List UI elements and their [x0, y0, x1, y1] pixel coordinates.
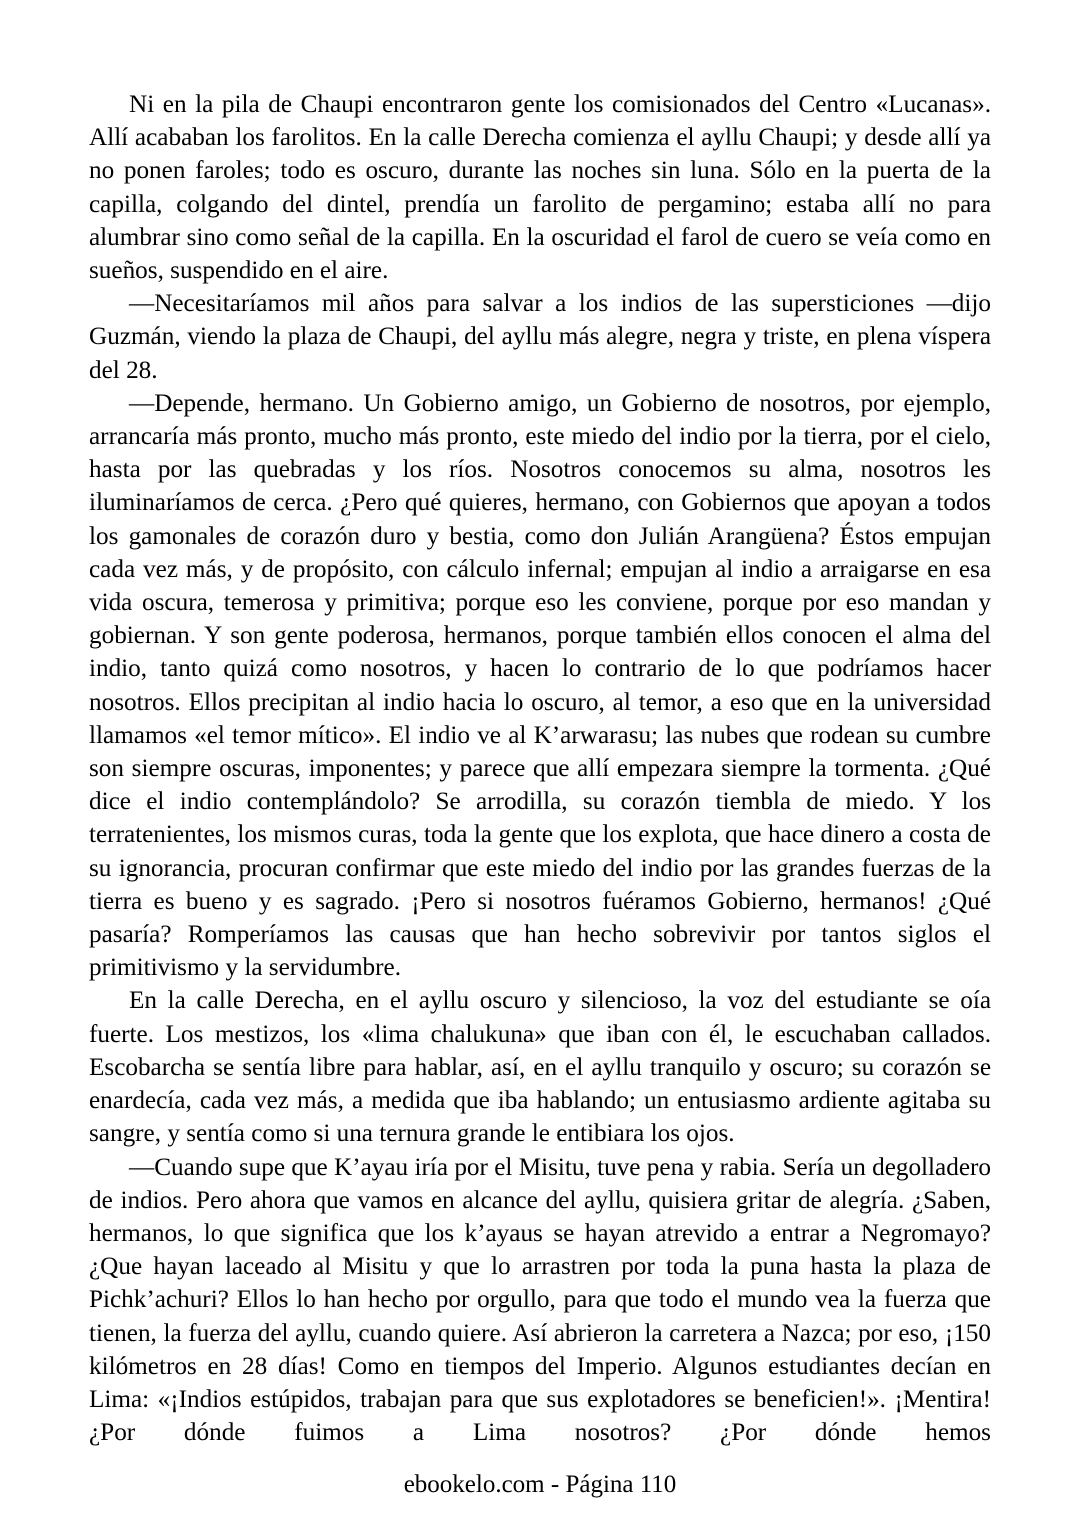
paragraph: —Depende, hermano. Un Gobierno amigo, un Gobierno de nosotros, por ejemplo, arrancaría más pronto, mucho más pronto, este miedo del indio por la tierra, por el cielo, hasta por las quebradas y los ríos. Nosotros conocemos su alma, nosotros les iluminaríamos de cerca. ¿Pero qué quieres, hermano, con Gobiernos que apoyan a todos los gamonales de corazón duro y bestia, como don Julián Arangüena? Éstos empujan cada vez más, y de propósito, con cálculo infernal; empujan al indio a arraigarse en esa vida oscura, temerosa y primitiva; porque eso les conviene, porque por eso mandan y gobiernan. Y son gente poderosa, hermanos, porque también ellos conocen el alma del indio, tanto quizá como nosotros, y hacen lo contrario de lo que podríamos hacer nosotros. Ellos precipitan al indio hacia lo oscuro, al temor, a eso que en la universidad llamamos «el temor mítico». El indio ve al K’arwarasu; las nubes que rodean su cumbre son siempre oscuras, imponentes; y parece que allí empezara siempre la tormenta. ¿Qué dice el indio contemplándolo? Se arrodilla, su corazón tiembla de miedo. Y los terratenientes, los mismos curas, toda la gente que los explota, que hace dinero a costa de su ignorancia, procuran confirmar que este miedo del indio por las grandes fuerzas de la tierra es bueno y es sagrado. ¡Pero si nosotros fuéramos Gobierno, hermanos! ¿Qué pasaría? Romperíamos las causas que han hecho sobrevivir por tantos siglos el primitivismo y la servidumbre.: [89, 389, 991, 982]
paragraph: —Cuando supe que K’ayau iría por el Misitu, tuve pena y rabia. Sería un degolladero de indios. Pero ahora que vamos en alcance del ayllu, quisiera gritar de alegría. ¿Saben, hermanos, lo que significa que los k’ayaus se hayan atrevido a entrar a Negromayo? ¿Que hayan laceado al Misitu y que lo arrastren por toda la puna hasta la plaza de Pichk’achuri? Ellos lo han hecho por orgullo, para que todo el mundo vea la fuerza que tienen, la fuerza del ayllu, cuando quiere. Así abrieron la carretera a Nazca; por eso, ¡150 kilómetros en 28 días! Como en tiempos del Imperio. Algunos estudiantes decían en Lima: «¡Indios estúpidos, trabajan para que sus explotadores se beneficien!». ¡Mentira! ¿Por dónde fuimos a Lima nosotros? ¿Por dónde hemos: [89, 1153, 991, 1447]
page-footer: ebookelo.com - Página 110: [403, 1471, 677, 1498]
paragraph: En la calle Derecha, en el ayllu oscuro y silencioso, la voz del estudiante se oía fuerte. Los mestizos, los «lima chalukuna» que iban con él, le escuchaban callados. Escobarcha se sentía libre para hablar, así, en el ayllu tranquilo y oscuro; su corazón se enardecía, cada vez más, a medida que iba hablando; un entusiasmo ardiente agitaba su sangre, y sentía como si una ternura grande le entibiara los ojos.: [89, 987, 991, 1148]
paragraph: Ni en la pila de Chaupi encontraron gente los comisionados del Centro «Lucanas». Allí acababan los farolitos. En la calle Derecha comienza el ayllu Chaupi; y desde allí ya no ponen faroles; todo es oscuro, durante las noches sin luna. Sólo en la puerta de la capilla, colgando del dintel, prendía un farolito de pergamino; estaba allí no para alumbrar sino como señal de la capilla. En la oscuridad el farol de cuero se veía como en sueños, suspendido en el aire.: [89, 91, 991, 285]
paragraph: —Necesitaríamos mil años para salvar a los indios de las supersticiones —dijo Guzmán, viendo la plaza de Chaupi, del ayllu más alegre, negra y triste, en plena víspera del 28.: [89, 290, 991, 384]
page-text-column: [89, 88, 991, 1449]
